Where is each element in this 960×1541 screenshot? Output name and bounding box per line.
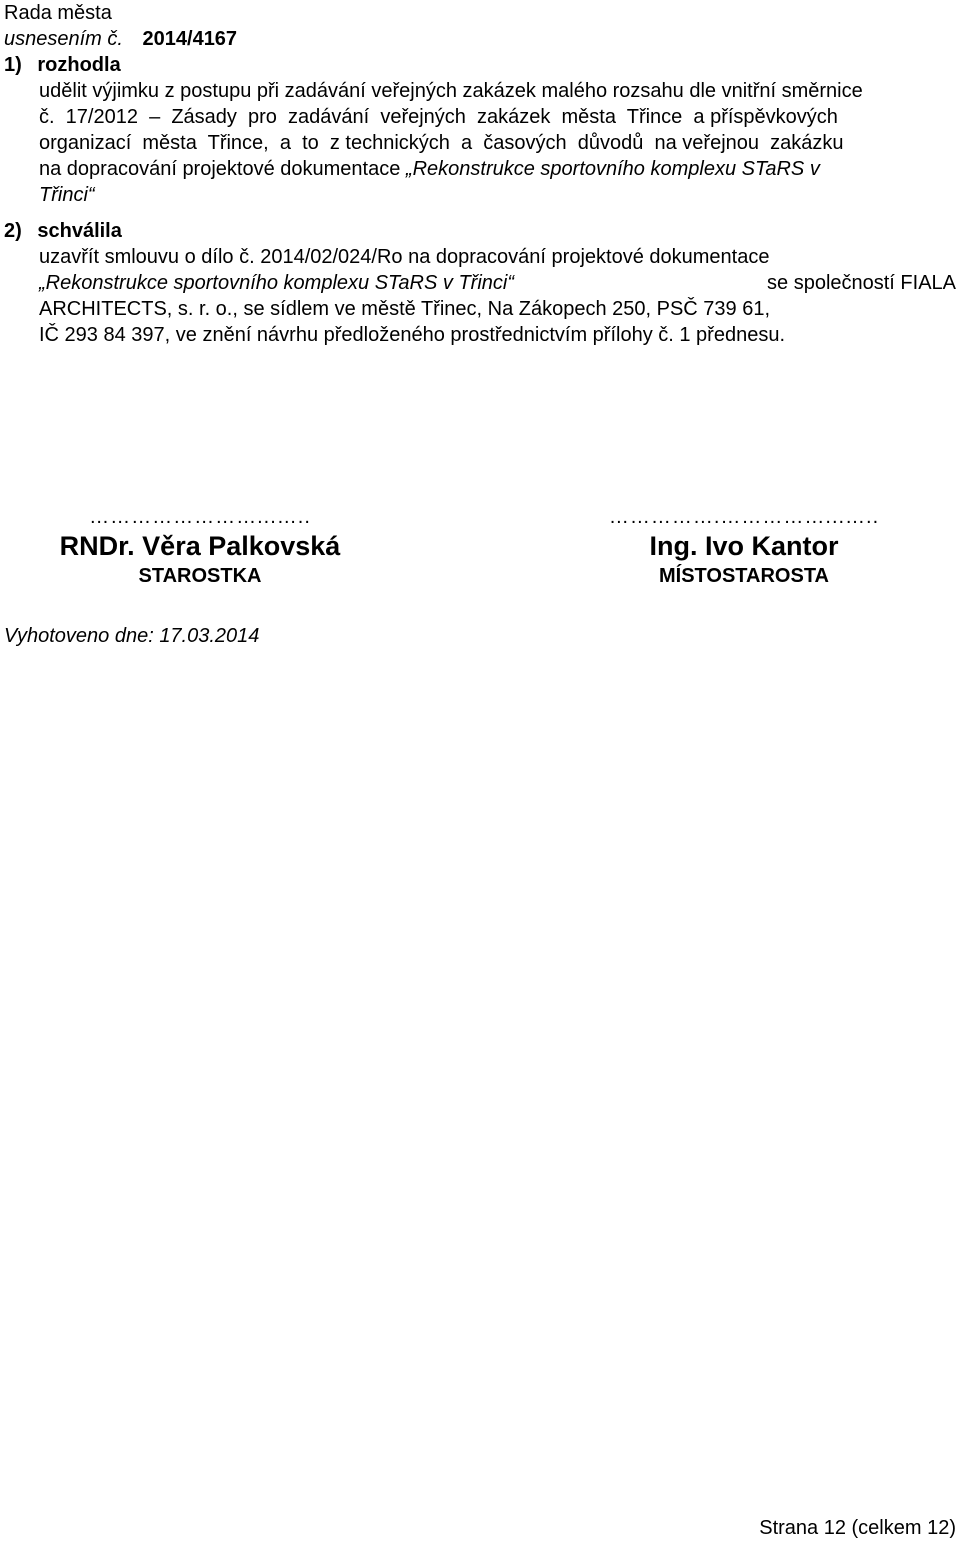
signature-line: …………….……………...…..	[608, 506, 880, 528]
item-2-verb: schválila	[37, 220, 122, 242]
item-1-verb: rozhodla	[37, 54, 121, 76]
project-title: „Rekonstrukce sportovního komplexu STaRS v	[405, 158, 820, 180]
signatory-role: MÍSTOSTAROSTA	[659, 565, 829, 587]
resolution-heading	[4, 26, 237, 52]
item-1-line-1: udělit výjimku z postupu při zadávání veřejných zakázek malého rozsahu dle vnitřní směrnice	[39, 80, 863, 102]
signature-line: ……………………...…..	[89, 506, 311, 528]
project-title-2: „Rekonstrukce sportovního komplexu STaRS v Třinci“	[39, 272, 514, 294]
item-1-line-3: organizací města Třince, a to z technických a časových důvodů na veřejnou zakázku	[39, 132, 844, 154]
item-2-line-2	[39, 270, 956, 296]
item-1-heading	[4, 52, 121, 78]
item-2-line-1: uzavřít smlouvu o dílo č. 2014/02/024/Ro na dopracování projektové dokumentace	[39, 246, 770, 268]
signature-block-deputy	[574, 505, 914, 589]
item-2-line-3: ARCHITECTS, s. r. o., se sídlem ve městě Třinec, Na Zákopech 250, PSČ 739 61,	[39, 298, 771, 320]
council-name: Rada města	[4, 2, 112, 24]
item-1-line-4-text: na dopracování projektové dokumentace	[39, 158, 401, 180]
item-2-line-4: IČ 293 84 397, ve znění návrhu předloženého prostřednictvím přílohy č. 1 přednesu.	[39, 324, 786, 346]
item-1-line-4	[39, 156, 820, 182]
signatory-name: RNDr. Věra Palkovská	[59, 531, 341, 561]
item-1-number: 1)	[4, 54, 22, 76]
page-number: Strana 12 (celkem 12)	[759, 1517, 956, 1539]
resolution-number: 2014/4167	[142, 28, 238, 50]
signatory-name: Ing. Ivo Kantor	[649, 531, 839, 561]
resolution-prefix: usnesením č.	[4, 28, 123, 50]
prepared-date: Vyhotoveno dne: 17.03.2014	[4, 625, 260, 647]
item-2-line-2-text: se společností FIALA	[767, 272, 956, 294]
item-2-heading	[4, 218, 122, 244]
signature-block-mayor	[30, 505, 370, 589]
signatory-role: STAROSTKA	[138, 565, 262, 587]
item-1-line-2: č. 17/2012 – Zásady pro zadávání veřejných zakázek města Třince a příspěvkových	[39, 106, 838, 128]
item-2-number: 2)	[4, 220, 22, 242]
item-1-line-5: Třinci“	[39, 184, 95, 206]
